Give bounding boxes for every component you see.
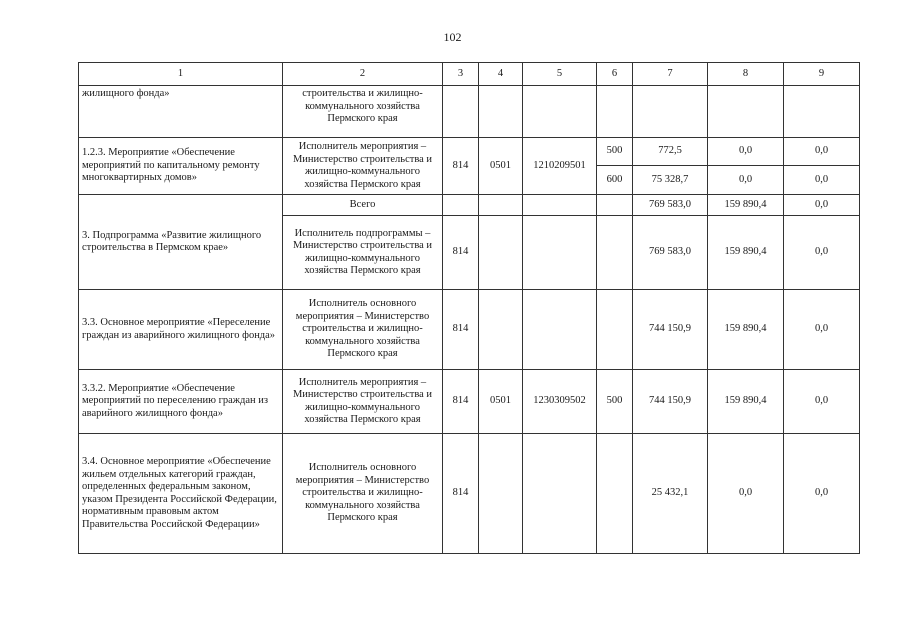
expense-type-cell: 500 (597, 370, 633, 434)
amount-year2-cell: 159 890,4 (708, 290, 784, 370)
gp-code-cell: 814 (443, 434, 479, 554)
executor-cell: Исполнитель основного мероприятия – Министерство строительства и жилищно-коммунального хозяйства Пермского края (283, 434, 443, 554)
amount-year3-cell: 0,0 (784, 138, 860, 166)
amount-year2-cell: 0,0 (708, 434, 784, 554)
program-name-cell: жилищного фонда» (79, 86, 283, 138)
amount-year3-cell: 0,0 (784, 434, 860, 554)
header-cell: 2 (283, 63, 443, 86)
section-code-cell: 0501 (479, 138, 523, 195)
amount-year1-cell: 75 328,7 (633, 166, 708, 195)
amount-year2-cell: 0,0 (708, 166, 784, 195)
expense-type-cell: 500 (597, 138, 633, 166)
amount-year1-cell: 25 432,1 (633, 434, 708, 554)
header-row (79, 63, 860, 86)
header-cell: 9 (784, 63, 860, 86)
amount-year3-cell: 0,0 (784, 166, 860, 195)
amount-year1-cell: 772,5 (633, 138, 708, 166)
program-name-cell: 3.4. Основное мероприятие «Обеспечение жильем отдельных категорий граждан, определенных федеральным законом, указом Президента Российской Федерации, нормативным правовым актом Правительства Российской Федерации» (79, 434, 283, 554)
amount-year3-cell: 0,0 (784, 216, 860, 290)
program-name-cell: 3. Подпрограмма «Развитие жилищного строительства в Пермском крае» (79, 195, 283, 290)
section-code-cell: 0501 (479, 370, 523, 434)
table-row (79, 290, 860, 370)
amount-year3-cell: 0,0 (784, 195, 860, 216)
target-code-cell: 1230309502 (523, 370, 597, 434)
program-name-cell: 3.3. Основное мероприятие «Переселение граждан из аварийного жилищного фонда» (79, 290, 283, 370)
budget-table (78, 62, 860, 554)
amount-year3-cell: 0,0 (784, 370, 860, 434)
amount-year2-cell: 159 890,4 (708, 370, 784, 434)
amount-year1-cell: 769 583,0 (633, 216, 708, 290)
amount-year2-cell: 159 890,4 (708, 195, 784, 216)
header-cell: 7 (633, 63, 708, 86)
header-cell: 1 (79, 63, 283, 86)
gp-code-cell: 814 (443, 216, 479, 290)
header-cell: 6 (597, 63, 633, 86)
expense-type-cell: 600 (597, 166, 633, 195)
target-code-cell: 1210209501 (523, 138, 597, 195)
header-cell: 4 (479, 63, 523, 86)
amount-year1-cell: 744 150,9 (633, 370, 708, 434)
executor-cell: Исполнитель основного мероприятия – Министерство строительства и жилищно-коммунального хозяйства Пермского края (283, 290, 443, 370)
page-number: 102 (443, 30, 462, 44)
table-row (79, 86, 860, 138)
table-row (79, 370, 860, 434)
executor-cell: строительства и жилищно-коммунального хозяйства Пермского края (283, 86, 443, 138)
table-row (79, 434, 860, 554)
header-cell: 5 (523, 63, 597, 86)
amount-year2-cell: 159 890,4 (708, 216, 784, 290)
amount-year1-cell: 769 583,0 (633, 195, 708, 216)
executor-cell: Исполнитель подпрограммы – Министерство строительства и жилищно-коммунального хозяйства Пермского края (283, 216, 443, 290)
executor-cell: Исполнитель мероприятия – Министерство строительства и жилищно-коммунального хозяйства Пермского края (283, 138, 443, 195)
executor-cell: Исполнитель мероприятия – Министерство строительства и жилищно-коммунального хозяйства Пермского края (283, 370, 443, 434)
gp-code-cell: 814 (443, 370, 479, 434)
amount-year1-cell: 744 150,9 (633, 290, 708, 370)
gp-code-cell: 814 (443, 290, 479, 370)
program-name-cell: 1.2.3. Мероприятие «Обеспечение мероприятий по капитальному ремонту многоквартирных домов» (79, 138, 283, 195)
executor-cell: Всего (283, 195, 443, 216)
header-cell: 3 (443, 63, 479, 86)
gp-code-cell: 814 (443, 138, 479, 195)
table-row (79, 195, 860, 216)
table-row (79, 138, 860, 166)
amount-year2-cell: 0,0 (708, 138, 784, 166)
header-cell: 8 (708, 63, 784, 86)
amount-year3-cell: 0,0 (784, 290, 860, 370)
program-name-cell: 3.3.2. Мероприятие «Обеспечение мероприятий по переселению граждан из аварийного жилищного фонда» (79, 370, 283, 434)
